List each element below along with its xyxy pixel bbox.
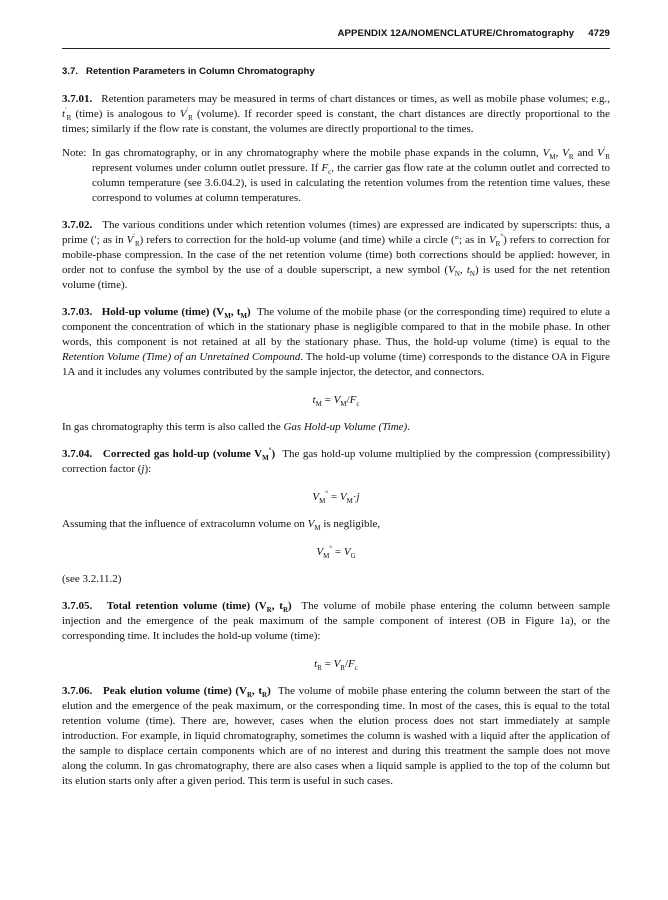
equation-total-retention-time [62,656,610,672]
italic-term: Gas Hold-up Volume (Time) [283,421,408,433]
text: . The hold-up volume (time) corresponds to the distance OA in Figure 1A and it includes any volumes contributed by the sample injector, the detector, and connectors. [62,351,610,378]
text: The volume of mobile phase entering the column between the start of the elution and the emergence of the peak maximum, or the corresponding time. In most of the cases, this is equal to the total retention volume (time). There are, however, cases when the elution process does not start immediately at sample introduction. For example, in liquid chromatography, sometimes the column is washed with a liquid after the application of the sample to displace certain components which are of no interest and during this treatment the sample does not move along the column. In gas chromatography, there are also cases when a liquid sample is applied to the top of the column but its elution starts only after a given period. This term is useful in such cases. [62,685,610,787]
symbol: c [354,664,358,673]
note-label: Note: [62,147,87,159]
symbol: R [495,240,501,249]
symbol: V [126,234,134,246]
text: ( [212,306,217,318]
symbol: R [282,606,289,615]
text: , [271,600,280,612]
symbol: V [307,518,315,530]
symbol: R [188,114,193,123]
symbol: t [279,600,283,612]
symbol: V [333,658,341,670]
symbol: V [312,491,320,503]
text: · [352,491,357,503]
text: and [573,147,598,159]
text: The various conditions under which retention volumes (times) are expressed are indicated by superscripts: thus, a prime (′; as in [62,219,611,246]
symbol: M [240,312,247,321]
symbol: V [343,546,351,558]
symbol: V [597,147,604,159]
symbol: ° [325,489,329,498]
symbol: R [246,691,253,700]
text: , the carrier gas flow rate at the column outlet and corrected to column temperature (see 3.6.04.2), is used in calculating the retention volumes from the retention time values, these correspond to volumes at column temperatures. [92,162,611,204]
text: Assuming that the influence of extracolumn volume on [62,518,308,530]
symbol: V [333,394,341,406]
text: ) is used for the net retention volume (time). [62,264,611,291]
paragraph-gas-hold-up [62,420,610,435]
text: = [321,394,334,406]
symbol: M [319,497,326,506]
running-header [62,28,610,46]
symbol: R [262,691,268,700]
text: ): [144,463,152,475]
symbol: R [340,664,345,673]
text: ) [247,306,251,318]
text: = [328,491,340,503]
document-page [62,28,610,789]
text: Total retention volume (time) [106,600,251,612]
symbol: R [568,153,574,162]
symbol: ° [500,232,504,241]
paragraph-3-7-01 [62,92,610,137]
paragraph-3-7-03 [62,305,610,380]
symbol: j [141,463,145,475]
paragraph-3-7-02 [62,218,610,293]
paragraph-number: 3.7.06. [62,685,93,697]
text: Peak elution volume (time) [103,685,232,697]
paragraph-number: 3.7.05. [62,600,93,612]
text: ( [255,600,259,612]
defined-term [103,685,271,700]
paragraph-number: 3.7.03. [62,306,93,318]
symbol: M [315,400,322,409]
cross-reference: (see 3.2.11.2) [62,573,122,585]
paragraph-number: 3.7.04. [62,448,93,460]
symbol: ′ [65,106,67,115]
paragraph-number: 3.7.01. [62,93,93,105]
symbol: R [66,114,72,123]
note-block [62,146,610,206]
symbol: t [466,264,470,276]
symbol: V [258,600,267,612]
text: / [346,394,350,406]
page-number: 4729 [588,28,610,39]
text: ) [288,600,292,612]
symbol: t [258,685,263,697]
symbol: M [346,497,353,506]
symbol: M [549,153,556,162]
text: In gas chromatography, or in any chromatography where the mobile phase expands in the column, [92,147,543,159]
text: represent volumes under column outlet pressure. If [92,162,322,174]
text: . [407,421,410,433]
paragraph-3-7-06 [62,684,610,789]
symbol: R [317,664,322,673]
text: (volume). If recorder speed is constant, the chart distances are directly proportional to the times; similarly if the flow rate is constant, the volumes are directly proportional to the times. [62,108,610,135]
paragraph-3-7-05 [62,599,610,644]
symbol: M [262,454,269,463]
symbol: ′ [603,145,606,154]
text: / [344,658,349,670]
symbol: t [312,394,316,406]
symbol: M [224,312,231,321]
text: ) refers to correction for the hold-up volume (and time) while a circle (°; as in [139,234,489,246]
symbol: M [314,524,321,533]
symbol: R [134,240,140,249]
symbol: R [266,606,272,615]
equation-gas-hold-up [62,544,610,560]
text: , [459,264,467,276]
text: Retention parameters may be measured in terms of chart distances or times, as well as mobile phase volumes; e.g., [101,93,610,105]
symbol: V [448,264,455,276]
section-title: Retention Parameters in Column Chromatography [86,66,315,77]
paragraph-number: 3.7.02. [62,219,93,231]
symbol: V [179,108,187,120]
symbol: c [356,400,360,409]
paragraph-extracolumn [62,517,610,532]
symbol: N [454,270,460,279]
symbol: F [349,394,357,406]
equation-corrected-hold-up [62,489,610,505]
symbol: ′ [186,106,189,115]
text: is negligible, [320,518,381,530]
symbol: N [469,270,475,279]
text: The volume of mobile phase entering the column between sample injection and the emergence of the peak maximum of the sample component of interest (OB in Figure 1a), or the corresponding time. It includes the hold-up volume (time): [62,600,611,642]
text: , [230,306,237,318]
symbol: V [562,147,569,159]
symbol: V [339,491,347,503]
symbol: M [340,400,347,409]
defined-term [101,306,251,321]
symbol: V [488,234,496,246]
defined-term [106,600,292,615]
italic-term: Retention Volume (Time) of an Unretained Compound [62,351,301,363]
symbol: M [323,552,330,561]
text: , [555,147,563,159]
text: Hold-up volume (time) [101,306,210,318]
symbol: ° [268,446,272,455]
note-body [92,146,610,206]
text: The volume of the mobile phase (or the corresponding time) required to elute a component the concentration of which in the stationary phase is negligible compared to that in the mobile phase. In other words, this component is not retained at all by the stationary phase. Thus, the hold-up volume (time) is equal to the [62,306,611,348]
symbol: G [350,552,356,561]
symbol: V [239,685,247,697]
symbol: c [328,168,332,177]
text: = [321,658,334,670]
text: (time) is analogous to [71,108,180,120]
symbol: V [542,147,550,159]
symbol: t [62,108,66,120]
text: ) [271,448,276,460]
text: The gas hold-up volume multiplied by the compression (compressibility) correction factor ( [62,448,611,475]
text: = [332,546,344,558]
symbol: ′ [133,232,135,241]
section-heading [62,66,610,77]
section-number: 3.7. [62,66,79,77]
symbol: j [356,491,360,503]
symbol: F [321,162,329,174]
symbol: V [316,546,324,558]
symbol: t [314,658,318,670]
header-rule [62,48,610,49]
symbol: R [605,153,611,162]
text: ( [235,685,239,697]
paragraph-3-7-04 [62,447,610,477]
symbol: V [254,448,263,460]
symbol: V [216,306,225,318]
symbol: ° [329,544,333,553]
text: In gas chromatography this term is also called the [62,421,284,433]
text: ) [267,685,271,697]
symbol: t [236,306,241,318]
header-title: APPENDIX 12A/NOMENCLATURE/Chromatography [337,28,575,39]
equation-hold-up-time [62,392,610,408]
symbol: F [348,658,355,670]
text: , [252,685,259,697]
text: Corrected gas hold-up (volume [102,448,251,460]
defined-term [102,446,276,463]
text: ) refers to correction for mobile-phase compression. In the case of the net retention volume (time) both corrections should be applied: however, in order not to confuse the symbol by the use of a double superscript, a new symbol ( [62,234,610,276]
